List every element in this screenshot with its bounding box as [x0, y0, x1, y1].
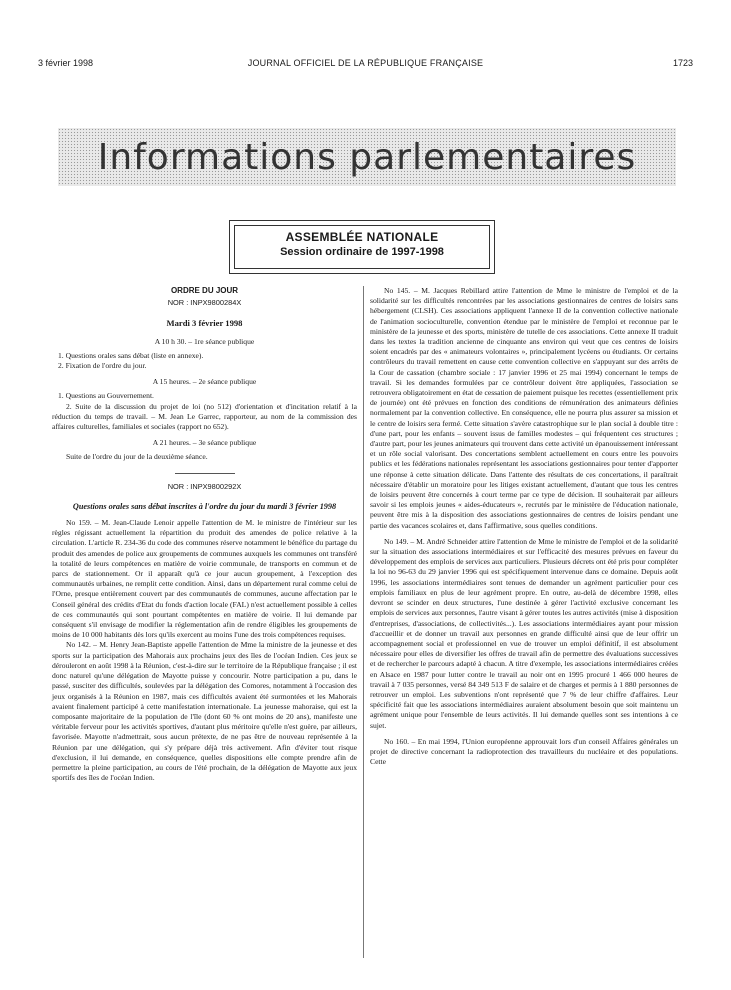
session-name: Session ordinaire de 1997-1998 — [280, 246, 444, 258]
question-149: No 149. – M. André Schneider attire l'attention de Mme le ministre de l'emploi et de la solidarité sur la situation des associations intermédiaires et sur l'efficacité des mesures prévues en faveur du développement des emplois de services aux particuliers. Plusieurs décrets ont été pris pour compléter la loi no 96-63 du 29 janvier 1996 qui est spécifiquement intervenue dans ce domaine. Depuis août 1996, les associations intermédiaires sont tenues de demander un agrément particulier pour ces emplois familiaux en plus de leur agrément propre. En outre, au-delà de décembre 1998, elles devront se scinder en deux structures, l'une destinée à gérer l'activité exclusive concernant les emplois de services aux personnes, l'autre visant à gérer toutes les autres activités (mise à disposition d'entreprises, d'associations, de collectivités...). Les associations intermédiaires ayant pour mission d'accueillir et de donner un travail aux personnes en grande difficulté ainsi que de leur offrir un accompagnement social et professionnel en vue de trouver un emploi définitif, il est absolument nécessaire pour elles de diversifier les offres de travail afin de permettre des évaluations successives et de rechercher le parcours adapté à chacun. A titre d'exemple, les associations intermédiaires créées en Alsace en 1987 pour lutter contre le travail au noir ont en 1995 procuré 1 466 000 heures de travail à 7 035 personnes, versé 84 349 513 F de salaire et de charges et permis à 1 880 personnes de retrouver un emploi. Les subventions n'ont représenté que 7 % de leur chiffre d'affaires. Leur spécificité fait que les associations intermédiaires auraient absolument besoin que soit maintenu un agrément unique pour l'ensemble de leurs activités. Il lui demande quelles sont ses intentions à ce sujet. — [370, 536, 678, 730]
questions-heading: Questions orales sans débat inscrites à l'ordre du jour du mardi 3 février 1998 — [72, 501, 337, 511]
assembly-box — [234, 225, 490, 269]
seance-2-item: 1. Questions au Gouvernement. — [58, 391, 154, 401]
left-column — [52, 286, 357, 783]
ordre-du-jour-heading: ORDRE DU JOUR — [170, 286, 239, 295]
question-142: No 142. – M. Henry Jean-Baptiste appelle l'attention de Mme la ministre de la jeunesse et des sports sur la participation des Mahorais aux prochains jeux des îles de l'océan Indien. Ces jeux se dérouleront en août 1998 à la Réunion, c'est-à-dire sur le territoire de la République française ; il est donc naturel qu'une délégation de Mayotte puisse y concourir. Notre participation a pu, dans le passé, susciter des difficultés, soulevées par la délégation des Comores, notamment à l'occasion des jeux organisés à la Réunion en 1987, mais ces difficultés avaient été surmontées et les Mahorais avaient finalement participé à cette manifestation internationale. La jeunesse mahoraise, qui est la composante majoritaire de la population de l'île (dont 60 % ont moins de 20 ans), manifeste une véritable ferveur pour les activités sportives, d'autant plus méritoire qu'elle n'est guère, par ailleurs, favorisée. Mayotte n'admettrait, sous aucun prétexte, de ne pas être de nouveau représentée à la Réunion par une délégation, qui s'y prépare déjà très activement. Afin d'éviter tout risque d'exclusion, il lui demande, en conséquence, quelles dispositions elle compte prendre afin de permettre la pleine participation, au cours de l'été prochain, de la délégation de Mayotte aux jeux sportifs des îles de l'océan Indien. — [52, 640, 357, 783]
assembly-name: ASSEMBLÉE NATIONALE — [285, 230, 439, 244]
running-header — [38, 58, 693, 72]
seance-1-item: 1. Questions orales sans débat (liste en annexe). — [58, 350, 204, 360]
seance-2-item: 2. Suite de la discussion du projet de loi (no 512) d'orientation et d'incitation relatif à la réduction du temps de travail. – M. Jean Le Garrec, rapporteur, au nom de la commission des affaires culturelles, familiales et sociales (rapport no 652). — [52, 401, 357, 432]
sitting-date: Mardi 3 février 1998 — [166, 318, 243, 329]
banner-title: Informations parlementaires — [97, 137, 637, 178]
section-separator — [175, 473, 235, 474]
seance-1-heading: A 10 h 30. – 1re séance publique — [154, 336, 255, 346]
question-145: No 145. – M. Jacques Rebillard attire l'attention de Mme le ministre de l'emploi et de la solidarité sur les difficultés rencontrées par les associations gestionnaires de centres de loisirs sans hébergement (CLSH). Ces associations appliquent l'annexe II de la convention collective nationale de l'animation socioculturelle, convention étendue par le ministère de l'emploi et reconnue par le ministère de la jeunesse et des sports, ministère de tutelle de ces associations. Cette annexe II traduit dans les textes la tradition ancienne de cinquante ans environ qui veut que ces centres de loisirs soient encadrés par des « animateurs volontaires », principalement lycéens ou étudiants. Or certains contrôleurs du travail remettent en cause cette convention collective en s'appuyant sur des arrêts de la Cour de cassation (chambre sociale : 17 janvier 1996 et 25 mai 1994) concernant le temps de travail. Si les demandes formulées par ce contrôleur doivent être appliquées, l'association se retrouvera obligatoirement en état de cessation de paiement puisque les recettes (essentiellement prix de journée) ont été prévues en fonction des conditions de rémunération des animateurs définies normalement par la convention collective. En conséquence, elle ne pourra plus assurer sa mission et le centre de loisirs sera fermé. Cette situation s'avère catastrophique sur le plan social à double titre : d'une part, pour les enfants – souvent issus de familles modestes – qui fréquentent ces structures ; d'autre part, pour les jeunes animateurs qui trouvent dans cette activité un épanouissement intéressant et un rôle social valorisant. Des concertations semblent actuellement en cours entre les pouvoirs publics et les fédérations nationales représentant les associations gestionnaires pour tenter d'apporter une réponse à cette situation délicate. Dans l'attente des résultats de ces concertations, il paraîtrait nécessaire d'établir un moratoire pour les litiges existant actuellement, d'autant que tous les centres de loisirs peuvent être concernés à court terme par ce type de décision. Il souhaiterait par ailleurs savoir si les emplois jeunes « aides-éducateurs », recrutés par le ministère de l'éducation nationale, peuvent être mis à la disposition des associations gestionnaires de centres de loisirs pendant une partie des vacances scolaires et, dans l'affirmative, sous quelles conditions. — [370, 286, 678, 530]
seance-2-heading: A 15 heures. – 2e séance publique — [152, 377, 257, 387]
seance-1-item: 2. Fixation de l'ordre du jour. — [58, 361, 147, 371]
seance-3-heading: A 21 heures. – 3e séance publique — [152, 438, 257, 448]
column-divider — [363, 286, 364, 958]
header-journal: JOURNAL OFFICIEL DE LA RÉPUBLIQUE FRANÇAISE — [247, 58, 484, 68]
question-159: No 159. – M. Jean-Claude Lenoir appelle l'attention de M. le ministre de l'intérieur sur les règles régissant actuellement la répartition du produit des amendes de police relative à la circulation. L'article R. 234-36 du code des communes réserve notamment le bénéfice du partage du produit des amendes de police aux groupements de communes auxquels les communes ont transféré la totalité de leurs compétences en matière de voirie communale, de transports en commun et de parcs de stationnement. Or il apparaît qu'à ce jour aucun groupement, à l'exception des communautés urbaines, ne remplit cette condition. Ainsi, dans un département rural comme celui de l'Orne, presque entièrement couvert par des communautés de communes, aucune affectation par le Conseil général des crédits d'Etat du fonds d'action locale (FAL) n'est actuellement possible à celles de ces communautés qui sont pourtant compétentes en matière de voirie. Il lui demande par conséquent s'il envisage de modifier la réglementation afin de rendre éligibles les groupements de moins de 10 000 habitants dès lors qu'ils exercent au moins l'une des trois compétences requises. — [52, 518, 357, 640]
nor-reference-2: NOR : INPX9800292X — [167, 481, 242, 491]
header-page-number: 1723 — [672, 58, 693, 68]
seance-3-text: Suite de l'ordre du jour de la deuxième séance. — [66, 452, 208, 462]
right-column — [370, 286, 678, 767]
question-160: No 160. – En mai 1994, l'Union européenne approuvait lors d'un conseil Affaires générales un projet de directive concernant la radioprotection des travailleurs du nucléaire et des populations. Cette — [370, 736, 678, 767]
nor-reference-1: NOR : INPX9800284X — [167, 298, 242, 308]
header-date: 3 février 1998 — [38, 58, 94, 68]
